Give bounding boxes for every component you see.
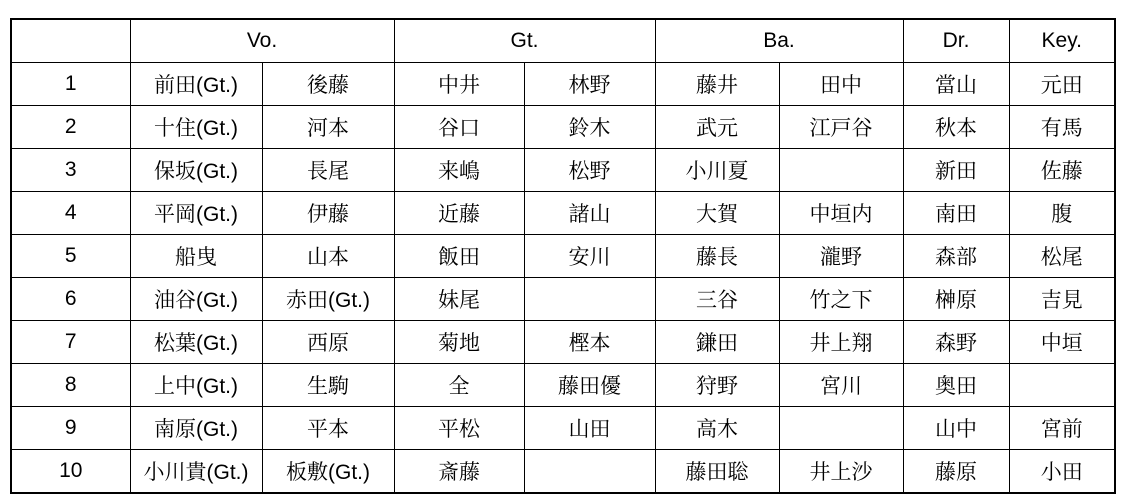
table-header-row bbox=[11, 19, 1115, 63]
cell-drums: 新田 bbox=[903, 149, 1009, 192]
cell-keys: 中垣 bbox=[1009, 321, 1115, 364]
cell-bass-2 bbox=[779, 149, 903, 192]
cell-row-number: 6 bbox=[11, 278, 130, 321]
cell-guitar-2: 藤田優 bbox=[524, 364, 655, 407]
cell-vocal-2: 赤田(Gt.) bbox=[262, 278, 394, 321]
cell-vocal-2: 伊藤 bbox=[262, 192, 394, 235]
cell-guitar-1: 妹尾 bbox=[394, 278, 524, 321]
header-guitar: Gt. bbox=[394, 19, 655, 63]
header-drums: Dr. bbox=[903, 19, 1009, 63]
table-row bbox=[11, 407, 1115, 450]
cell-guitar-1: 平松 bbox=[394, 407, 524, 450]
cell-bass-1: 鎌田 bbox=[655, 321, 779, 364]
table-row bbox=[11, 235, 1115, 278]
cell-vocal-1: 船曳 bbox=[130, 235, 262, 278]
cell-keys: 松尾 bbox=[1009, 235, 1115, 278]
cell-bass-2 bbox=[779, 407, 903, 450]
table-row bbox=[11, 63, 1115, 106]
cell-vocal-2: 西原 bbox=[262, 321, 394, 364]
cell-vocal-2: 平本 bbox=[262, 407, 394, 450]
cell-guitar-2: 鈴木 bbox=[524, 106, 655, 149]
cell-vocal-2: 生駒 bbox=[262, 364, 394, 407]
cell-vocal-1: 前田(Gt.) bbox=[130, 63, 262, 106]
cell-drums: 森部 bbox=[903, 235, 1009, 278]
cell-drums: 森野 bbox=[903, 321, 1009, 364]
cell-row-number: 8 bbox=[11, 364, 130, 407]
cell-row-number: 7 bbox=[11, 321, 130, 364]
cell-drums: 山中 bbox=[903, 407, 1009, 450]
cell-bass-1: 大賀 bbox=[655, 192, 779, 235]
table-row bbox=[11, 149, 1115, 192]
cell-guitar-2: 樫本 bbox=[524, 321, 655, 364]
cell-guitar-2: 林野 bbox=[524, 63, 655, 106]
cell-guitar-1: 谷口 bbox=[394, 106, 524, 149]
cell-vocal-1: 小川貴(Gt.) bbox=[130, 450, 262, 494]
cell-bass-2: 中垣内 bbox=[779, 192, 903, 235]
cell-bass-1: 三谷 bbox=[655, 278, 779, 321]
cell-vocal-2: 長尾 bbox=[262, 149, 394, 192]
cell-keys: 元田 bbox=[1009, 63, 1115, 106]
cell-keys: 腹 bbox=[1009, 192, 1115, 235]
table-row bbox=[11, 192, 1115, 235]
cell-guitar-1: 飯田 bbox=[394, 235, 524, 278]
table-row bbox=[11, 321, 1115, 364]
cell-drums: 藤原 bbox=[903, 450, 1009, 494]
cell-vocal-2: 山本 bbox=[262, 235, 394, 278]
header-keys: Key. bbox=[1009, 19, 1115, 63]
cell-row-number: 10 bbox=[11, 450, 130, 494]
cell-drums: 榊原 bbox=[903, 278, 1009, 321]
cell-guitar-1: 菊地 bbox=[394, 321, 524, 364]
cell-vocal-2: 板敷(Gt.) bbox=[262, 450, 394, 494]
cell-row-number: 1 bbox=[11, 63, 130, 106]
cell-guitar-2 bbox=[524, 450, 655, 494]
cell-vocal-1: 松葉(Gt.) bbox=[130, 321, 262, 364]
table-row bbox=[11, 106, 1115, 149]
cell-drums: 南田 bbox=[903, 192, 1009, 235]
cell-bass-1: 小川夏 bbox=[655, 149, 779, 192]
cell-guitar-2: 諸山 bbox=[524, 192, 655, 235]
cell-keys: 吉見 bbox=[1009, 278, 1115, 321]
cell-guitar-1: 近藤 bbox=[394, 192, 524, 235]
cell-guitar-2: 山田 bbox=[524, 407, 655, 450]
cell-vocal-1: 十住(Gt.) bbox=[130, 106, 262, 149]
cell-bass-2: 田中 bbox=[779, 63, 903, 106]
table-row bbox=[11, 450, 1115, 494]
cell-bass-1: 藤田聡 bbox=[655, 450, 779, 494]
cell-drums: 奥田 bbox=[903, 364, 1009, 407]
header-bass: Ba. bbox=[655, 19, 903, 63]
cell-bass-2: 江戸谷 bbox=[779, 106, 903, 149]
cell-guitar-1: 斎藤 bbox=[394, 450, 524, 494]
cell-keys: 有馬 bbox=[1009, 106, 1115, 149]
cell-bass-1: 藤長 bbox=[655, 235, 779, 278]
cell-vocal-2: 後藤 bbox=[262, 63, 394, 106]
cell-vocal-1: 上中(Gt.) bbox=[130, 364, 262, 407]
cell-row-number: 3 bbox=[11, 149, 130, 192]
cell-vocal-2: 河本 bbox=[262, 106, 394, 149]
cell-keys: 宮前 bbox=[1009, 407, 1115, 450]
band-roster-table bbox=[10, 18, 1116, 494]
header-vocal: Vo. bbox=[130, 19, 394, 63]
cell-guitar-1: 中井 bbox=[394, 63, 524, 106]
cell-bass-2: 井上沙 bbox=[779, 450, 903, 494]
cell-drums: 當山 bbox=[903, 63, 1009, 106]
cell-vocal-1: 油谷(Gt.) bbox=[130, 278, 262, 321]
cell-keys: 佐藤 bbox=[1009, 149, 1115, 192]
cell-bass-2: 竹之下 bbox=[779, 278, 903, 321]
cell-guitar-2: 安川 bbox=[524, 235, 655, 278]
table-row bbox=[11, 278, 1115, 321]
cell-drums: 秋本 bbox=[903, 106, 1009, 149]
cell-bass-2: 宮川 bbox=[779, 364, 903, 407]
header-number bbox=[11, 19, 130, 63]
cell-keys: 小田 bbox=[1009, 450, 1115, 494]
cell-bass-1: 高木 bbox=[655, 407, 779, 450]
cell-bass-2: 瀧野 bbox=[779, 235, 903, 278]
cell-row-number: 5 bbox=[11, 235, 130, 278]
cell-vocal-1: 保坂(Gt.) bbox=[130, 149, 262, 192]
cell-bass-1: 藤井 bbox=[655, 63, 779, 106]
cell-guitar-1: 全 bbox=[394, 364, 524, 407]
cell-row-number: 4 bbox=[11, 192, 130, 235]
cell-row-number: 9 bbox=[11, 407, 130, 450]
cell-guitar-2: 松野 bbox=[524, 149, 655, 192]
cell-vocal-1: 南原(Gt.) bbox=[130, 407, 262, 450]
cell-bass-1: 武元 bbox=[655, 106, 779, 149]
table-row bbox=[11, 364, 1115, 407]
cell-guitar-1: 来嶋 bbox=[394, 149, 524, 192]
cell-vocal-1: 平岡(Gt.) bbox=[130, 192, 262, 235]
cell-keys bbox=[1009, 364, 1115, 407]
cell-row-number: 2 bbox=[11, 106, 130, 149]
cell-guitar-2 bbox=[524, 278, 655, 321]
cell-bass-1: 狩野 bbox=[655, 364, 779, 407]
cell-bass-2: 井上翔 bbox=[779, 321, 903, 364]
